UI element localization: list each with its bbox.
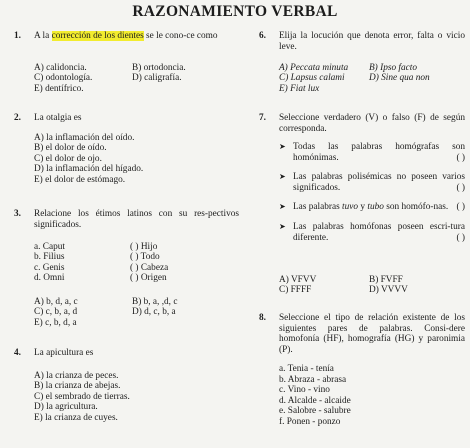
answer-blank: ( )	[456, 202, 465, 213]
question-number: 4.	[14, 348, 21, 358]
latin-term: d. Omni	[34, 273, 65, 284]
statement-text: Las palabras polisémicas no poseen varios significados.	[293, 172, 465, 193]
option-d: D) Sine qua non	[369, 73, 430, 84]
option-d: D) d, c, b, a	[132, 307, 176, 318]
question-number: 2.	[14, 113, 21, 123]
highlighted-text: corrección de los dientes	[51, 31, 144, 41]
answer-blank: ( )	[456, 182, 465, 193]
option-a: A) la crianza de peces.	[34, 371, 119, 381]
option-d: D) la inflamación del hígado.	[34, 164, 144, 175]
match-row	[34, 273, 239, 283]
latin-term: b. Filius	[34, 252, 65, 263]
arrow-bullet-icon: ➤	[279, 172, 286, 182]
question-text: La otalgia es	[34, 113, 82, 123]
option-a: A) VFVV	[279, 275, 317, 285]
question-8	[259, 313, 465, 359]
option-c: C) Lapsus calami	[279, 73, 345, 84]
option-b: B) la crianza de abejas.	[34, 381, 121, 392]
option-e: E) Fiat lux	[279, 83, 320, 94]
statement-text-pre: Las palabras	[293, 202, 343, 213]
option-c: C) el dolor de ojo.	[34, 153, 102, 164]
meaning: ( ) Origen	[130, 273, 167, 284]
meaning: ( ) Cabeza	[130, 262, 169, 273]
question-text	[34, 31, 239, 42]
statement-4	[279, 222, 465, 243]
question-1	[14, 31, 239, 57]
question-3	[14, 209, 239, 233]
statement-text-post: son homófo-nas.	[383, 202, 449, 213]
option-b: B) Ipso facto	[369, 63, 418, 73]
question-4-options	[34, 371, 239, 423]
question-3-options	[34, 297, 239, 328]
option-a: A) b, d, a, c	[34, 297, 78, 307]
question-2-options	[34, 133, 239, 185]
statement-text: Las palabras homófonas poseen escri-tura diferente.	[293, 221, 465, 243]
question-text: Seleccione verdadero (V) o falso (F) de según corresponda.	[279, 113, 465, 134]
statement-2	[279, 172, 465, 193]
match-row	[34, 252, 239, 262]
page-title: RAZONAMIENTO VERBAL	[132, 3, 338, 20]
meaning: ( ) Todo	[130, 252, 160, 263]
word-pair: b. Abraza - abrasa	[279, 374, 347, 385]
question-number: 1.	[14, 31, 21, 41]
option-e: E) c, b, d, a	[34, 317, 77, 328]
word-pair: a. Tenia - tenía	[279, 364, 334, 374]
option-c: C) odontología.	[34, 73, 93, 84]
question-6-options	[279, 63, 465, 94]
question-7-statements	[279, 142, 465, 243]
question-7-options	[279, 275, 465, 296]
option-d: D) VVVV	[369, 285, 408, 296]
option-b: B) FVFF	[369, 275, 403, 285]
question-7	[259, 113, 465, 137]
question-2	[14, 113, 239, 125]
question-number: 6.	[259, 31, 266, 41]
option-b: B) el dolor de oído.	[34, 143, 107, 154]
question-8-pairs	[279, 364, 465, 428]
word-tuvo: tuvo	[342, 202, 359, 213]
left-column	[14, 0, 239, 448]
option-b: B) ortodoncia.	[132, 63, 186, 73]
match-row	[34, 263, 239, 273]
word-pair: c. Vino - vino	[279, 385, 330, 396]
option-a: A) Peccata minuta	[279, 63, 349, 73]
option-a: A) la inflamación del oído.	[34, 133, 135, 143]
question-text-pre: A la	[34, 31, 52, 41]
word-pair: e. Salobre - salubre	[279, 406, 351, 417]
option-e: E) la crianza de cuyes.	[34, 412, 118, 423]
answer-blank: ( )	[456, 152, 465, 163]
right-column	[259, 0, 465, 448]
meaning: ( ) Hijo	[130, 242, 158, 252]
option-d: D) la agricultura.	[34, 402, 98, 413]
question-6	[259, 31, 465, 57]
word-tubo: tubo	[367, 202, 384, 213]
arrow-bullet-icon: ➤	[279, 221, 286, 231]
question-4	[14, 348, 239, 360]
word-pair: f. Ponen - ponzo	[279, 416, 341, 427]
question-number: 3.	[14, 209, 21, 219]
option-a: A) calidoncia.	[34, 63, 87, 73]
question-text: Seleccione el tipo de relación existente de los siguientes pares de palabras. Consi-dere homofonía (HF), homografía (HG) y paronimia (P).	[279, 313, 465, 355]
question-text-post: se le cono-ce como	[143, 31, 218, 41]
arrow-bullet-icon: ➤	[279, 202, 286, 212]
option-c: C) el sembrado de tierras.	[34, 391, 130, 402]
option-e: E) dentífrico.	[34, 83, 84, 94]
match-row	[34, 242, 239, 252]
option-c: C) c, b, a, d	[34, 307, 78, 318]
question-text: Elija la locución que denota error, falta o vicio leve.	[279, 31, 465, 52]
question-number: 7.	[259, 113, 266, 123]
option-d: D) caligrafía.	[132, 73, 182, 84]
option-e: E) el dolor de estómago.	[34, 174, 126, 185]
answer-blank: ( )	[456, 232, 465, 243]
latin-term: c. Genis	[34, 262, 65, 273]
option-c: C) FFFF	[279, 285, 312, 296]
question-text: Relacione los étimos latinos con su res-pectivos significados.	[34, 209, 239, 230]
question-3-matching	[34, 242, 239, 284]
option-b: B) b, a, ,d, c	[132, 297, 178, 307]
statement-1	[279, 142, 465, 163]
question-text: La apicultura es	[34, 348, 94, 358]
question-1-options	[34, 63, 239, 94]
arrow-bullet-icon: ➤	[279, 142, 286, 151]
question-number: 8.	[259, 313, 266, 323]
statement-text-mid: y	[358, 202, 368, 213]
statement-3	[279, 202, 465, 213]
statement-text: Todas las palabras homógrafas son homónimas.	[293, 142, 465, 163]
latin-term: a. Caput	[34, 242, 65, 252]
word-pair: d. Alcalde - alcaide	[279, 395, 351, 406]
